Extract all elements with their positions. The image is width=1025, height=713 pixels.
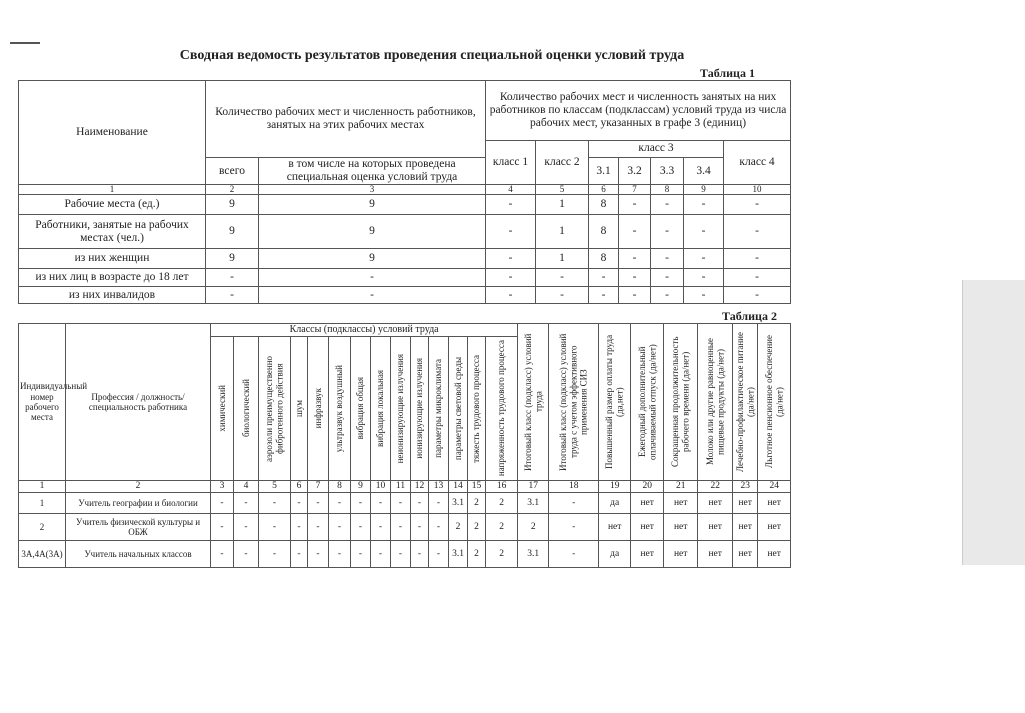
column-number: 23 <box>733 481 758 493</box>
cell-value: - <box>371 541 391 568</box>
column-number: 1 <box>19 185 206 195</box>
column-number: 3 <box>259 185 486 195</box>
table-2 <box>18 323 791 568</box>
cell-value: - <box>259 541 291 568</box>
header-classes: Количество рабочих мест и численность занятых на них работников по классам (подклассам) условий труда из числа рабочих мест, указанных в графе 3 (единиц) <box>486 81 791 141</box>
table1-label: Таблица 1 <box>700 66 755 80</box>
cell-value: - <box>536 269 589 287</box>
cell-value: - <box>549 541 599 568</box>
cell-value: - <box>619 287 651 304</box>
row-label: Работники, занятые на рабочих местах (чел.) <box>19 215 206 249</box>
cell-value: 2 <box>486 493 518 514</box>
cell-value: - <box>308 493 329 514</box>
column-number: 7 <box>619 185 651 195</box>
cell-value: нет <box>698 541 733 568</box>
cell-value: нет <box>758 493 791 514</box>
cell-value: 1 <box>536 215 589 249</box>
cell-value: - <box>651 249 684 269</box>
rotated-label: вибрация общая <box>355 377 366 440</box>
header-factor <box>329 337 351 481</box>
cell-value: - <box>329 493 351 514</box>
rotated-label: параметры световой среды <box>452 356 463 461</box>
cell-value: 2 <box>486 514 518 541</box>
column-number: 5 <box>259 481 291 493</box>
cell-value: 3.1 <box>449 541 468 568</box>
column-number: 15 <box>468 481 486 493</box>
cell-value: - <box>429 514 449 541</box>
cell-value: - <box>371 493 391 514</box>
rotated-label: химический <box>216 385 227 432</box>
cell-value: - <box>724 287 791 304</box>
header-factor <box>259 337 291 481</box>
cell-value: 9 <box>259 215 486 249</box>
cell-value: 3.1 <box>518 541 549 568</box>
column-number: 17 <box>518 481 549 493</box>
cell-value: - <box>486 195 536 215</box>
cell-value: - <box>259 269 486 287</box>
cell-value: - <box>391 541 411 568</box>
table-row <box>19 287 791 304</box>
cell-value: - <box>234 493 259 514</box>
cell-value: - <box>724 269 791 287</box>
cell-value: - <box>486 287 536 304</box>
column-number: 16 <box>486 481 518 493</box>
cell-value: 9 <box>206 215 259 249</box>
cell-value: - <box>684 249 724 269</box>
cell-value: - <box>259 514 291 541</box>
cell-value: - <box>391 514 411 541</box>
rotated-label: Молоко или другие равноценные пищевые продукты (да/нет) <box>704 338 726 466</box>
cell-value: - <box>351 541 371 568</box>
cell-value: - <box>724 249 791 269</box>
cell-value: нет <box>698 493 733 514</box>
cell-value: нет <box>631 493 664 514</box>
cell-value: - <box>651 269 684 287</box>
column-number: 24 <box>758 481 791 493</box>
header-extra-17 <box>518 324 549 481</box>
cell-value: нет <box>733 493 758 514</box>
rotated-label: неионизирующие излучения <box>395 353 406 464</box>
column-number: 8 <box>329 481 351 493</box>
cell-value: нет <box>733 541 758 568</box>
cell-value: - <box>211 514 234 541</box>
rotated-label: шум <box>293 399 304 417</box>
header-factor <box>468 337 486 481</box>
cell-value: 9 <box>206 195 259 215</box>
column-numbers-row <box>19 481 791 493</box>
column-number: 8 <box>651 185 684 195</box>
cell-value: 9 <box>206 249 259 269</box>
header-total: всего <box>206 158 259 185</box>
table-row <box>19 249 791 269</box>
header-factor <box>211 337 234 481</box>
cell-value: 9 <box>259 195 486 215</box>
rotated-label: ультразвук воздушный <box>334 364 345 453</box>
column-number: 9 <box>351 481 371 493</box>
scan-edge <box>962 280 1025 565</box>
cell-value: - <box>619 195 651 215</box>
cell-value: - <box>724 215 791 249</box>
cell-value: 2 <box>486 541 518 568</box>
column-number: 7 <box>308 481 329 493</box>
rotated-label: параметры микроклимата <box>433 359 444 458</box>
cell-value: - <box>211 493 234 514</box>
title-text: Сводная ведомость результатов проведения специальной оценки условий труда <box>179 48 685 63</box>
column-number: 11 <box>391 481 411 493</box>
cell-value: - <box>651 215 684 249</box>
cell-value: - <box>259 287 486 304</box>
column-number: 6 <box>291 481 308 493</box>
cell-value: - <box>619 249 651 269</box>
profession: Учитель физической культуры и ОБЖ <box>66 514 211 541</box>
header-factor <box>371 337 391 481</box>
rotated-label: Итоговый класс (подкласс) условий труда с учетом эффективного применения СИЗ <box>558 333 589 471</box>
cell-value: - <box>234 541 259 568</box>
column-numbers-row <box>19 185 791 195</box>
page-title <box>0 48 1024 64</box>
table-row <box>19 215 791 249</box>
header-class33: 3.3 <box>651 158 684 185</box>
cell-value: - <box>684 269 724 287</box>
rotated-label: Повышенный размер оплаты труда (да,нет) <box>604 334 625 470</box>
table-row <box>19 195 791 215</box>
cell-value: 8 <box>589 249 619 269</box>
cell-value: нет <box>698 514 733 541</box>
header-extra-21 <box>664 324 698 481</box>
cell-value: - <box>411 514 429 541</box>
rotated-label: биологический <box>240 379 251 438</box>
header-factor <box>449 337 468 481</box>
cell-value: - <box>308 514 329 541</box>
header-factor <box>351 337 371 481</box>
cell-value: - <box>206 269 259 287</box>
column-number: 10 <box>724 185 791 195</box>
table2-label: Таблица 2 <box>722 309 777 323</box>
cell-value: - <box>486 215 536 249</box>
cell-value: - <box>429 493 449 514</box>
column-number: 2 <box>206 185 259 195</box>
header-extra-20 <box>631 324 664 481</box>
header-factor <box>411 337 429 481</box>
cell-value: 3.1 <box>449 493 468 514</box>
column-number: 10 <box>371 481 391 493</box>
header-count: Количество рабочих мест и численность работников, занятых на этих рабочих местах <box>206 81 486 158</box>
column-number: 5 <box>536 185 589 195</box>
header-extra-22 <box>698 324 733 481</box>
cell-value: 2 <box>518 514 549 541</box>
header-factor <box>391 337 411 481</box>
cell-value: 3.1 <box>518 493 549 514</box>
cell-value: нет <box>631 541 664 568</box>
table-row <box>19 269 791 287</box>
cell-value: 9 <box>259 249 486 269</box>
column-number: 2 <box>66 481 211 493</box>
rotated-label: тяжесть трудового процесса <box>471 354 482 463</box>
cell-value: - <box>308 541 329 568</box>
table-1 <box>18 80 791 304</box>
column-number: 18 <box>549 481 599 493</box>
table-row <box>19 493 791 514</box>
column-number: 6 <box>589 185 619 195</box>
header-factor <box>486 337 518 481</box>
rotated-label: Ежегодный дополнительный оплачиваемый отпуск (да/нет) <box>636 344 658 460</box>
cell-value: - <box>651 195 684 215</box>
header-class31: 3.1 <box>589 158 619 185</box>
rotated-label: аэрозоли преимущественно фиброгенного действия <box>264 355 285 462</box>
column-number: 19 <box>599 481 631 493</box>
table-row <box>19 541 791 568</box>
rotated-label: Лечебно-профилактическое питание (да/нет) <box>734 332 756 472</box>
cell-value: - <box>259 493 291 514</box>
header-extra-23 <box>733 324 758 481</box>
header-class3: класс 3 <box>589 141 724 158</box>
cell-value: нет <box>758 514 791 541</box>
cell-value: нет <box>599 514 631 541</box>
header-name: Наименование <box>19 81 206 185</box>
header-extra-19 <box>599 324 631 481</box>
cell-value: - <box>724 195 791 215</box>
column-number: 9 <box>684 185 724 195</box>
header-assessed: в том числе на которых проведена специальная оценка условий труда <box>259 158 486 185</box>
cell-value: 8 <box>589 195 619 215</box>
cell-value: - <box>291 514 308 541</box>
header-condition-classes: Классы (подклассы) условий труда <box>211 324 518 337</box>
workplace-id: 3А,4А(3А) <box>19 541 66 568</box>
workplace-id: 1 <box>19 493 66 514</box>
header-class4: класс 4 <box>724 141 791 185</box>
header-workplace-id: Индивидуальный номер рабочего места <box>19 324 66 481</box>
cell-value: - <box>351 514 371 541</box>
header-extra-24 <box>758 324 791 481</box>
cell-value: - <box>589 269 619 287</box>
column-number: 3 <box>211 481 234 493</box>
cell-value: 1 <box>536 249 589 269</box>
header-extra-18 <box>549 324 599 481</box>
cell-value: 8 <box>589 215 619 249</box>
column-number: 1 <box>19 481 66 493</box>
header-factor <box>429 337 449 481</box>
cell-value: нет <box>758 541 791 568</box>
scan-mark <box>10 42 40 44</box>
header-factor <box>308 337 329 481</box>
cell-value: да <box>599 541 631 568</box>
cell-value: - <box>486 269 536 287</box>
cell-value: - <box>536 287 589 304</box>
cell-value: - <box>684 215 724 249</box>
header-factor <box>234 337 259 481</box>
cell-value: - <box>429 541 449 568</box>
rotated-label: Льготное пенсионное обеспечение (да/нет) <box>763 335 785 469</box>
cell-value: 2 <box>468 493 486 514</box>
cell-value: да <box>599 493 631 514</box>
cell-value: - <box>291 541 308 568</box>
rotated-label: вибрация локальная <box>375 369 386 447</box>
profession: Учитель географии и биологии <box>66 493 211 514</box>
row-label: Рабочие места (ед.) <box>19 195 206 215</box>
cell-value: 2 <box>468 514 486 541</box>
cell-value: - <box>411 493 429 514</box>
cell-value: нет <box>631 514 664 541</box>
cell-value: - <box>391 493 411 514</box>
cell-value: нет <box>664 541 698 568</box>
cell-value: - <box>486 249 536 269</box>
column-number: 4 <box>486 185 536 195</box>
cell-value: нет <box>664 493 698 514</box>
row-label: из них лиц в возрасте до 18 лет <box>19 269 206 287</box>
header-class32: 3.2 <box>619 158 651 185</box>
rotated-label: напряженность трудового процесса <box>496 340 507 477</box>
rotated-label: ионизирующие излучения <box>414 358 425 459</box>
column-number: 14 <box>449 481 468 493</box>
cell-value: - <box>549 493 599 514</box>
header-class2: класс 2 <box>536 141 589 185</box>
workplace-id: 2 <box>19 514 66 541</box>
cell-value: 2 <box>468 541 486 568</box>
header-profession: Профессия / должность/специальность работника <box>66 324 211 481</box>
cell-value: 2 <box>449 514 468 541</box>
cell-value: нет <box>733 514 758 541</box>
cell-value: - <box>291 493 308 514</box>
cell-value: - <box>589 287 619 304</box>
cell-value: - <box>329 514 351 541</box>
cell-value: - <box>206 287 259 304</box>
table-row <box>19 514 791 541</box>
rotated-label: Сокращенная продолжительность рабочего времени (да/нет) <box>670 336 691 468</box>
row-label: из них женщин <box>19 249 206 269</box>
profession: Учитель начальных классов <box>66 541 211 568</box>
column-number: 22 <box>698 481 733 493</box>
column-number: 4 <box>234 481 259 493</box>
rotated-label: Итоговый класс (подкласс) условий труда <box>522 333 544 471</box>
column-number: 13 <box>429 481 449 493</box>
row-label: из них инвалидов <box>19 287 206 304</box>
cell-value: - <box>371 514 391 541</box>
column-number: 20 <box>631 481 664 493</box>
cell-value: - <box>329 541 351 568</box>
rotated-label: инфразвук <box>312 388 323 429</box>
cell-value: - <box>211 541 234 568</box>
cell-value: нет <box>664 514 698 541</box>
column-number: 12 <box>411 481 429 493</box>
cell-value: - <box>684 287 724 304</box>
cell-value: 1 <box>536 195 589 215</box>
cell-value: - <box>619 215 651 249</box>
cell-value: - <box>234 514 259 541</box>
cell-value: - <box>684 195 724 215</box>
header-factor <box>291 337 308 481</box>
cell-value: - <box>549 514 599 541</box>
header-class1: класс 1 <box>486 141 536 185</box>
cell-value: - <box>651 287 684 304</box>
cell-value: - <box>351 493 371 514</box>
header-class34: 3.4 <box>684 158 724 185</box>
column-number: 21 <box>664 481 698 493</box>
cell-value: - <box>619 269 651 287</box>
cell-value: - <box>411 541 429 568</box>
